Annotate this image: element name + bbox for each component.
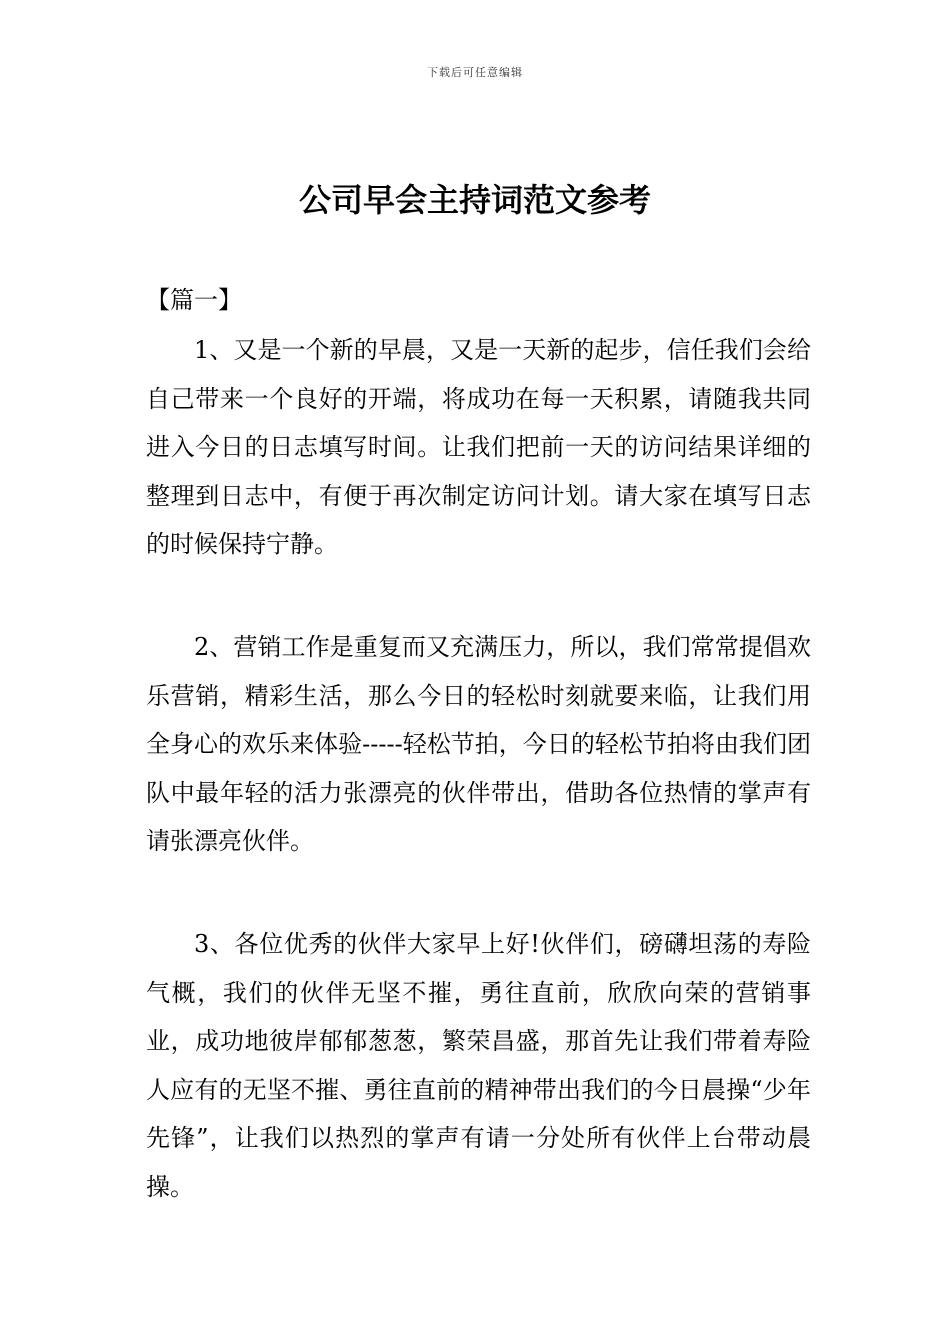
- document-title: 公司早会主持词范文参考: [298, 181, 651, 219]
- paragraph-3: 3、各位优秀的伙伴大家早上好!伙伴们，磅礴坦荡的寿险气概，我们的伙伴无坚不摧，勇往直前，欣欣向荣的营销事业，成功地彼岸郁郁葱葱，繁荣昌盛，那首先让我们带着寿险人应有的无坚不摧、勇往直前的精神带出我们的今日晨操“少年先锋”，让我们以热烈的掌声有请一分处所有伙伴上台带动晨操。: [146, 930, 811, 1201]
- section-label: 【篇一】: [146, 286, 242, 314]
- paragraph-2: 2、营销工作是重复而又充满压力，所以，我们常常提倡欢乐营销，精彩生活，那么今日的轻松时刻就要来临，让我们用全身心的欢乐来体验-----轻松节拍，今日的轻松节拍将由我们团队中最年轻的活力张漂亮的伙伴带出，借助各位热情的掌声有请张漂亮伙伴。: [146, 633, 811, 855]
- paragraph-1: 1、又是一个新的早晨，又是一天新的起步，信任我们会给自己带来一个良好的开端，将成功在每一天积累，请随我共同进入今日的日志填写时间。让我们把前一天的访问结果详细的整理到日志中，有便于再次制定访问计划。请大家在填写日志的时候保持宁静。: [146, 336, 811, 558]
- header-note: 下载后可任意编辑: [427, 66, 523, 79]
